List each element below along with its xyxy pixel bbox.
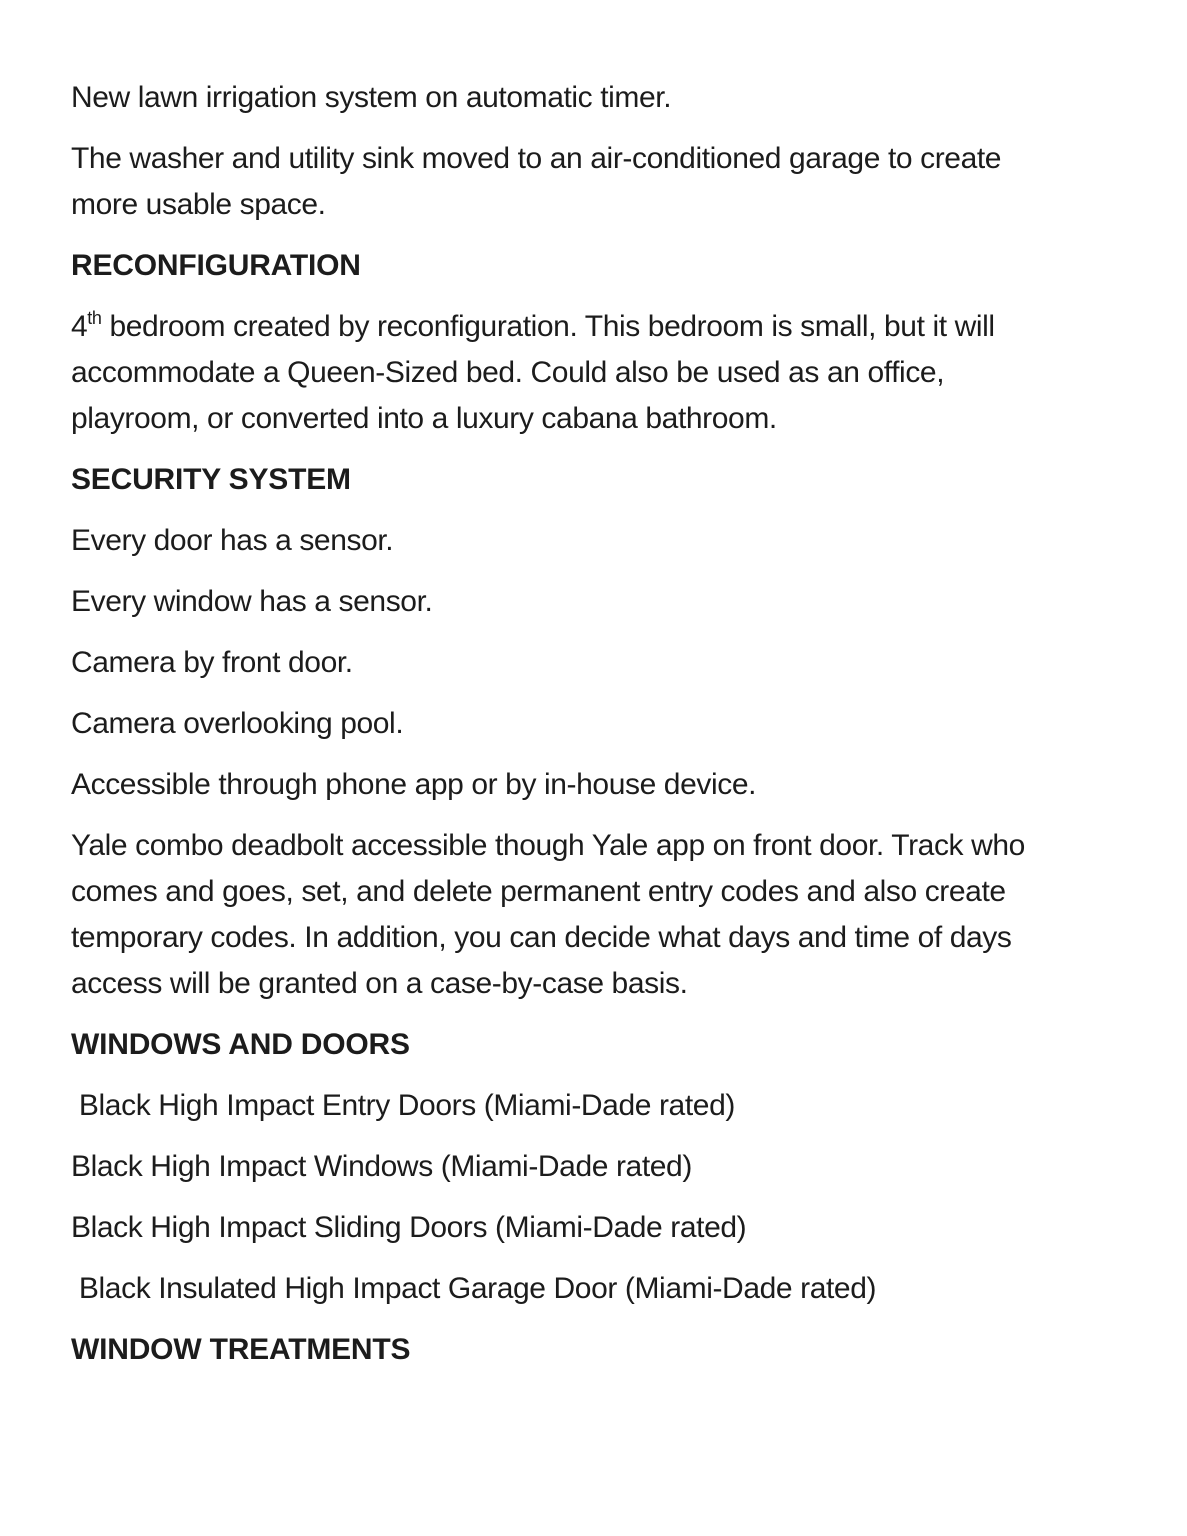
paragraph-yale-deadbolt xyxy=(71,823,1187,1007)
text-line: accommodate a Queen-Sized bed. Could also be used as an office, xyxy=(71,356,945,389)
text-line: comes and goes, set, and delete permanent entry codes and also create xyxy=(71,875,1006,908)
paragraph-garage-door xyxy=(71,1266,1187,1312)
paragraph-fourth-bedroom xyxy=(71,304,1187,442)
paragraph-washer-garage xyxy=(71,136,1187,228)
text-line: temporary codes. In addition, you can decide what days and time of days xyxy=(71,921,1012,954)
document-content xyxy=(71,75,1187,1388)
superscript-ordinal: th xyxy=(87,308,102,328)
text-line: The washer and utility sink moved to an air-conditioned garage to create xyxy=(71,142,1002,175)
text-run: bedroom created by reconfiguration. This bedroom is small, but it will xyxy=(101,310,995,343)
section-heading-text: SECURITY SYSTEM xyxy=(71,463,351,496)
heading-window-treatments xyxy=(71,1327,1187,1373)
text-line: Camera by front door. xyxy=(71,646,353,679)
paragraph-sliding-doors xyxy=(71,1205,1187,1251)
paragraph-entry-doors xyxy=(71,1083,1187,1129)
text-line: Every door has a sensor. xyxy=(71,524,394,557)
paragraph-camera-front-door xyxy=(71,640,1187,686)
text-line: Yale combo deadbolt accessible though Yale app on front door. Track who xyxy=(71,829,1025,862)
paragraph-window-sensor xyxy=(71,579,1187,625)
heading-windows-and-doors xyxy=(71,1022,1187,1068)
heading-security-system xyxy=(71,457,1187,503)
paragraph-impact-windows xyxy=(71,1144,1187,1190)
text-line: New lawn irrigation system on automatic timer. xyxy=(71,81,672,114)
paragraph-app-access xyxy=(71,762,1187,808)
heading-reconfiguration xyxy=(71,243,1187,289)
text-line: more usable space. xyxy=(71,188,326,221)
paragraph-door-sensor xyxy=(71,518,1187,564)
text-line: access will be granted on a case-by-case basis. xyxy=(71,967,688,1000)
paragraph-camera-pool xyxy=(71,701,1187,747)
section-heading-text: WINDOWS AND DOORS xyxy=(71,1028,410,1061)
text-line: Camera overlooking pool. xyxy=(71,707,404,740)
text-line: playroom, or converted into a luxury cabana bathroom. xyxy=(71,402,777,435)
text-line xyxy=(71,304,1187,350)
text-run: 4 xyxy=(71,310,88,343)
section-heading-text: RECONFIGURATION xyxy=(71,249,361,282)
paragraph-irrigation xyxy=(71,75,1187,121)
text-line: Black High Impact Entry Doors (Miami-Dade rated) xyxy=(71,1089,735,1122)
text-line: Black High Impact Windows (Miami-Dade rated) xyxy=(71,1150,692,1183)
section-heading-text: WINDOW TREATMENTS xyxy=(71,1333,411,1366)
text-line: Black Insulated High Impact Garage Door (Miami-Dade rated) xyxy=(71,1272,877,1305)
text-line: Every window has a sensor. xyxy=(71,585,433,618)
text-line: Black High Impact Sliding Doors (Miami-Dade rated) xyxy=(71,1211,747,1244)
text-line: Accessible through phone app or by in-house device. xyxy=(71,768,757,801)
